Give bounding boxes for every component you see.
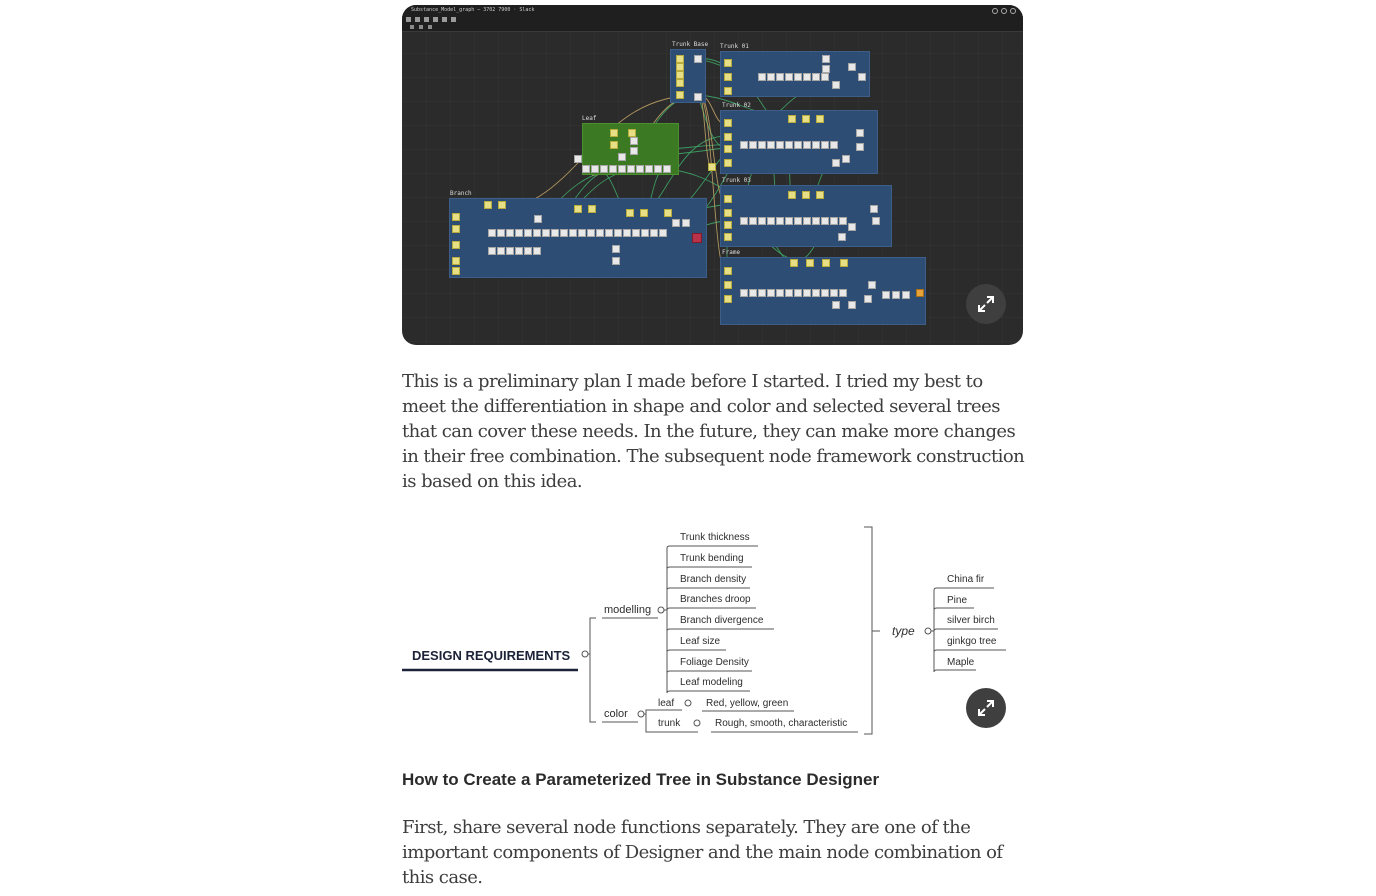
mindmap-color: color <box>604 708 628 720</box>
graph-node <box>839 289 847 297</box>
mindmap-type: type <box>892 624 915 638</box>
graph-node <box>452 267 460 275</box>
graph-node <box>832 159 840 167</box>
graph-node <box>663 165 671 173</box>
graph-node <box>533 229 541 237</box>
graph-node <box>724 59 732 67</box>
graph-node <box>724 209 732 217</box>
graph-node <box>785 141 793 149</box>
graph-node <box>802 191 810 199</box>
graph-node <box>630 147 638 155</box>
graph-node <box>832 81 840 89</box>
graph-node <box>524 247 532 255</box>
graph-node <box>515 247 523 255</box>
graph-node <box>794 289 802 297</box>
graph-node <box>822 55 830 63</box>
graph-node <box>672 219 680 227</box>
graph-node <box>902 291 910 299</box>
graph-node <box>612 257 620 265</box>
graph-node <box>821 73 829 81</box>
graph-node <box>822 259 830 267</box>
graph-node <box>790 259 798 267</box>
graph-node <box>574 155 582 163</box>
mindmap-modelling-item: Branch density <box>680 574 747 585</box>
graph-node <box>630 137 638 145</box>
graph-node <box>497 247 505 255</box>
graph-node <box>749 217 757 225</box>
graph-node <box>659 229 667 237</box>
graph-node <box>650 229 658 237</box>
graph-node <box>802 115 810 123</box>
mindmap-type-item: Maple <box>947 657 975 668</box>
graph-node <box>856 143 864 151</box>
mindmap-modelling-item: Branches droop <box>680 594 751 605</box>
graph-node <box>812 73 820 81</box>
graph-node <box>830 289 838 297</box>
graph-node <box>767 217 775 225</box>
graph-node <box>830 141 838 149</box>
graph-node <box>614 229 622 237</box>
graph-node <box>724 133 732 141</box>
graph-node <box>542 229 550 237</box>
design-requirements-mindmap[interactable] <box>402 518 1023 740</box>
graph-node <box>484 201 492 209</box>
mindmap-color-trunk-value: Rough, smooth, characteristic <box>715 718 848 729</box>
graph-node <box>832 301 840 309</box>
graph-node <box>724 87 732 95</box>
graph-node <box>578 229 586 237</box>
graph-node <box>821 217 829 225</box>
graph-node <box>803 141 811 149</box>
graph-node <box>724 119 732 127</box>
graph-node <box>618 153 626 161</box>
graph-node <box>892 291 900 299</box>
graph-node <box>916 289 924 297</box>
expand-arrows-icon <box>976 698 996 718</box>
graph-node <box>654 165 662 173</box>
graph-node <box>676 91 684 99</box>
graph-node <box>767 73 775 81</box>
graph-node <box>452 257 460 265</box>
graph-node <box>758 289 766 297</box>
graph-node <box>452 241 460 249</box>
graph-node <box>515 229 523 237</box>
graph-node <box>636 165 644 173</box>
graph-node <box>812 141 820 149</box>
graph-node <box>821 289 829 297</box>
graph-node <box>803 73 811 81</box>
graph-node <box>506 229 514 237</box>
frame-label-trunk-03: Trunk 03 <box>722 177 751 184</box>
graph-node <box>858 73 866 81</box>
graph-node <box>856 129 864 137</box>
graph-node <box>724 159 732 167</box>
graph-node <box>628 129 636 137</box>
graph-node <box>803 217 811 225</box>
graph-node <box>551 229 559 237</box>
graph-node <box>749 289 757 297</box>
graph-node <box>645 165 653 173</box>
graph-node <box>840 259 848 267</box>
graph-node <box>569 229 577 237</box>
graph-node <box>708 163 716 171</box>
graph-node <box>758 73 766 81</box>
graph-node <box>776 73 784 81</box>
graph-node <box>785 73 793 81</box>
graph-links <box>402 5 1023 345</box>
graph-node <box>452 213 460 221</box>
graph-node <box>740 217 748 225</box>
graph-node <box>591 165 599 173</box>
graph-node <box>498 201 506 209</box>
graph-node <box>848 63 856 71</box>
graph-node <box>794 141 802 149</box>
frame-label-trunk-01: Trunk 01 <box>720 43 749 50</box>
mindmap-modelling-item: Trunk thickness <box>680 532 750 543</box>
graph-node <box>767 289 775 297</box>
expand-arrows-icon <box>976 294 996 314</box>
graph-node <box>610 129 618 137</box>
frame-label-leaf: Leaf <box>582 115 597 122</box>
graph-node <box>610 141 618 149</box>
node-graph-screenshot[interactable] <box>402 5 1023 345</box>
graph-node <box>596 229 604 237</box>
mindmap-type-item: ginkgo tree <box>947 636 997 647</box>
graph-node <box>724 73 732 81</box>
mindmap-type-item: China fir <box>947 574 985 585</box>
graph-node <box>776 217 784 225</box>
mindmap-type-item: silver birch <box>947 615 995 626</box>
graph-window-title: Substance_Model_graph — 3702 7900 · Slack <box>411 7 535 13</box>
graph-node <box>776 141 784 149</box>
graph-node <box>618 165 626 173</box>
mindmap-modelling-item: Branch divergence <box>680 615 764 626</box>
graph-node <box>664 209 672 217</box>
graph-node <box>872 217 880 225</box>
graph-node <box>641 229 649 237</box>
graph-node <box>676 71 684 79</box>
graph-node <box>560 229 568 237</box>
graph-node <box>785 289 793 297</box>
graph-node <box>864 295 872 303</box>
graph-node <box>533 247 541 255</box>
graph-node <box>848 223 856 231</box>
graph-node <box>682 219 690 227</box>
graph-node <box>842 155 850 163</box>
graph-node <box>724 221 732 229</box>
frame-label-branch: Branch <box>450 190 472 197</box>
graph-node <box>868 281 876 289</box>
graph-node <box>788 115 796 123</box>
graph-node <box>506 247 514 255</box>
graph-node <box>488 247 496 255</box>
graph-node <box>806 259 814 267</box>
body-paragraph: First, share several node functions separately. They are one of the important components of Designer and the main node combination of this case. <box>402 817 1003 888</box>
graph-node <box>488 229 496 237</box>
graph-node <box>812 217 820 225</box>
graph-node <box>627 165 635 173</box>
graph-node <box>574 205 582 213</box>
graph-node <box>724 195 732 203</box>
mindmap-root: DESIGN REQUIREMENTS <box>412 648 571 663</box>
graph-node <box>740 141 748 149</box>
graph-node <box>870 205 878 213</box>
graph-node <box>609 165 617 173</box>
section-heading: How to Create a Parameterized Tree in Substance Designer <box>402 770 880 789</box>
mindmap-modelling-item: Trunk bending <box>680 553 744 564</box>
graph-node <box>749 141 757 149</box>
graph-node <box>882 291 890 299</box>
graph-node <box>605 229 613 237</box>
graph-node <box>524 229 532 237</box>
graph-node <box>838 233 846 241</box>
graph-node <box>694 93 702 101</box>
expand-image-button[interactable] <box>966 284 1006 324</box>
mindmap-modelling-item: Leaf modeling <box>680 677 743 688</box>
graph-node <box>600 165 608 173</box>
graph-node <box>676 55 684 63</box>
expand-image-button[interactable] <box>966 688 1006 728</box>
graph-node <box>794 73 802 81</box>
mindmap-modelling-item: Leaf size <box>680 636 721 647</box>
graph-node <box>692 233 702 243</box>
graph-node <box>758 141 766 149</box>
frame-label-frame: Frame <box>722 249 741 256</box>
graph-node <box>588 205 596 213</box>
graph-node <box>776 289 784 297</box>
graph-node <box>794 217 802 225</box>
graph-node <box>839 217 847 225</box>
graph-node <box>812 289 820 297</box>
mindmap-color-leaf: leaf <box>658 698 675 709</box>
graph-node <box>582 165 590 173</box>
graph-node <box>758 217 766 225</box>
graph-node <box>821 141 829 149</box>
frame-label-trunk-02: Trunk 02 <box>722 102 751 109</box>
mindmap-color-leaf-value: Red, yellow, green <box>706 698 789 709</box>
graph-node <box>740 289 748 297</box>
graph-node <box>724 281 732 289</box>
graph-node <box>694 55 702 63</box>
frame-label-trunk-base: Trunk Base <box>672 41 709 48</box>
graph-node <box>623 229 631 237</box>
graph-node <box>587 229 595 237</box>
mindmap-color-trunk: trunk <box>658 718 681 729</box>
graph-node <box>724 295 732 303</box>
graph-node <box>534 215 542 223</box>
graph-node <box>822 65 830 73</box>
graph-node <box>724 233 732 241</box>
graph-node <box>816 115 824 123</box>
graph-node <box>830 217 838 225</box>
graph-node <box>816 191 824 199</box>
graph-node <box>676 63 684 71</box>
graph-node <box>640 209 648 217</box>
graph-node <box>452 225 460 233</box>
graph-node <box>612 245 620 253</box>
intro-paragraph: This is a preliminary plan I made before I started. I tried my best to meet the differentiation in shape and color and selected several trees that can cover these needs. In the future, they can make more changes in their free combination. The subsequent node framework construction is based on this idea. <box>402 371 1025 492</box>
mindmap-modelling: modelling <box>604 604 652 616</box>
graph-node <box>788 191 796 199</box>
graph-node <box>767 141 775 149</box>
graph-node <box>676 79 684 87</box>
mindmap-type-item: Pine <box>947 595 968 606</box>
graph-node <box>632 229 640 237</box>
graph-node <box>785 217 793 225</box>
graph-node <box>497 229 505 237</box>
graph-node <box>626 209 634 217</box>
graph-node <box>724 145 732 153</box>
graph-node <box>848 301 856 309</box>
graph-node <box>724 267 732 275</box>
mindmap-modelling-item: Foliage Density <box>680 657 749 668</box>
graph-node <box>803 289 811 297</box>
